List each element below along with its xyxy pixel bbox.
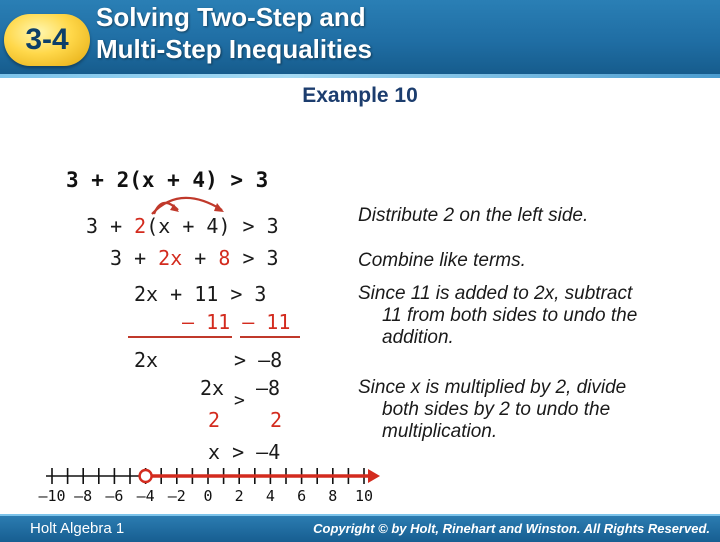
lesson-number: 3-4 bbox=[25, 23, 69, 56]
slide-title-line2: Multi-Step Inequalities bbox=[96, 34, 372, 64]
arrowhead-4 bbox=[214, 203, 224, 212]
footer-course: Holt Algebra 1 bbox=[30, 520, 125, 537]
problem-statement: 3 + 2(x + 4) > 3 bbox=[66, 168, 269, 192]
division-numerator-right: –8 bbox=[256, 376, 281, 400]
lesson-number-badge bbox=[4, 14, 90, 66]
number-line-label: 6 bbox=[297, 487, 307, 505]
slide-title-line1: Solving Two-Step and bbox=[96, 2, 366, 32]
step2-part: 3 + bbox=[110, 246, 159, 270]
arrow-to-4 bbox=[152, 198, 222, 214]
subtract-underline-right bbox=[240, 336, 300, 338]
note-divide-line: Since x is multiplied by 2, divide bbox=[358, 377, 627, 398]
step-subtract: – 11 – 11 bbox=[182, 310, 291, 334]
division-denominator-right: 2 bbox=[270, 408, 283, 432]
note-divide bbox=[358, 377, 626, 443]
number-line-label: 4 bbox=[265, 487, 275, 505]
step1-part: 3 + bbox=[86, 214, 135, 238]
footer-copyright: Copyright © by Holt, Rinehart and Winston. All Rights Reserved. bbox=[313, 521, 710, 536]
step-distribute bbox=[86, 214, 279, 238]
number-line-label: –2 bbox=[167, 487, 186, 505]
note-subtract bbox=[358, 283, 637, 349]
number-line-label: 8 bbox=[328, 487, 338, 505]
title-banner bbox=[0, 0, 720, 78]
number-line bbox=[0, 440, 720, 510]
note-subtract-line: Since 11 is added to 2x, subtract bbox=[358, 283, 633, 304]
number-line-label: 10 bbox=[354, 487, 374, 505]
subtract-underline-left bbox=[128, 336, 232, 338]
step2-term: 8 bbox=[218, 246, 231, 270]
step2-part: + bbox=[182, 246, 219, 270]
step-result-left: 2x bbox=[134, 348, 159, 372]
number-line-label: –6 bbox=[105, 487, 124, 505]
division-denominator-left: 2 bbox=[208, 408, 221, 432]
step-combined bbox=[110, 246, 279, 270]
number-line-label: 2 bbox=[234, 487, 244, 505]
number-line-label: –4 bbox=[136, 487, 155, 505]
number-line-label: –8 bbox=[74, 487, 93, 505]
step2-part: > 3 bbox=[230, 246, 279, 270]
note-divide-line: both sides by 2 to undo the bbox=[382, 399, 611, 420]
step-combine-like-terms: 2x + 11 > 3 bbox=[134, 282, 267, 306]
example-title: Example 10 bbox=[302, 84, 418, 107]
open-circle bbox=[140, 470, 152, 482]
note-subtract-line: 11 from both sides to undo the bbox=[382, 305, 638, 326]
final-solution: x > –4 bbox=[208, 440, 281, 464]
division-inequality-sign: > bbox=[234, 390, 245, 411]
division-numerator-left: 2x bbox=[200, 376, 225, 400]
step2-term: 2x bbox=[158, 246, 183, 270]
number-line-graphic bbox=[0, 440, 720, 490]
number-line-label: 0 bbox=[203, 487, 213, 505]
note-subtract-line: addition. bbox=[382, 327, 454, 348]
step1-factor: 2 bbox=[134, 214, 147, 238]
note-divide-line: multiplication. bbox=[382, 421, 498, 442]
step1-part: (x + 4) > 3 bbox=[146, 214, 279, 238]
step-result-right: > –8 bbox=[234, 348, 283, 372]
note-combine: Combine like terms. bbox=[358, 250, 526, 271]
number-line-label: –10 bbox=[38, 487, 66, 505]
solution-ray-arrowhead bbox=[368, 469, 380, 483]
note-distribute: Distribute 2 on the left side. bbox=[358, 205, 589, 226]
footer-bar bbox=[0, 514, 720, 542]
